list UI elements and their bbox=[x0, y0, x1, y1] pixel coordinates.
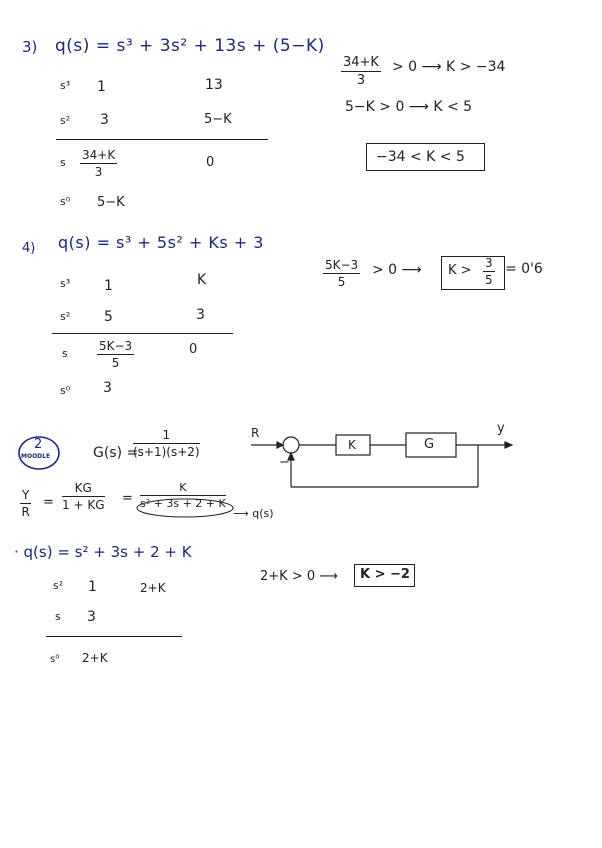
fraction-numerator: 34+K bbox=[343, 55, 379, 70]
problem-3-label: 3) bbox=[22, 38, 38, 56]
equals-sign: = bbox=[122, 491, 133, 506]
routh-cell: 0 bbox=[206, 155, 215, 170]
routh-row-power: s bbox=[60, 156, 66, 169]
feedback-sign: − bbox=[279, 455, 290, 470]
result-range: −34 < K < 5 bbox=[376, 149, 465, 165]
routh-cell: 1 bbox=[104, 278, 113, 294]
routh-row-power: s bbox=[55, 610, 61, 623]
block-g-label: G bbox=[424, 437, 435, 452]
routh-cell: 5−K bbox=[97, 195, 125, 210]
fraction-numerator: 34+K bbox=[82, 148, 116, 162]
routh-row-power: s³ bbox=[60, 277, 71, 290]
fraction-bar bbox=[140, 495, 226, 496]
problem-4-label: 4) bbox=[22, 241, 36, 256]
fraction-denominator: 3 bbox=[356, 73, 366, 88]
routh-cell: 5 bbox=[104, 309, 113, 325]
routh-row-power: s² bbox=[60, 114, 71, 127]
condition-inequality: 2+K > 0 ⟶ bbox=[260, 569, 338, 584]
fraction-denominator: s² + 3s + 2 + K bbox=[140, 497, 226, 510]
routh-cell: 3 bbox=[100, 112, 109, 128]
plant-transfer-fraction bbox=[133, 428, 200, 459]
routh-cell: 5−K bbox=[204, 112, 232, 127]
block-k-label: K bbox=[348, 438, 356, 452]
fraction-denominator: R bbox=[21, 505, 30, 519]
condition-inequality: 5−K > 0 ⟶ K < 5 bbox=[345, 99, 473, 115]
result-inequality: K > −2 bbox=[360, 567, 410, 582]
routh-row-power: s³ bbox=[60, 79, 71, 92]
fraction-bar bbox=[62, 496, 105, 497]
closed-loop-lhs bbox=[20, 488, 31, 519]
problem-4-polynomial: q(s) = s³ + 5s² + Ks + 3 bbox=[58, 233, 264, 252]
routh-divider bbox=[46, 636, 182, 637]
plant-transfer-lhs: G(s) = bbox=[93, 445, 139, 461]
routh-cell: 1 bbox=[88, 579, 97, 595]
fraction-denominator: 5 bbox=[111, 356, 120, 370]
routh-row-power: s⁰ bbox=[50, 654, 60, 665]
fraction-bar bbox=[133, 443, 200, 444]
moodle-badge-number: 2 bbox=[34, 437, 43, 452]
routh-cell: 3 bbox=[196, 307, 205, 323]
characteristic-arrow-label: ⟶ q(s) bbox=[233, 507, 274, 520]
result-decimal: = 0'6 bbox=[505, 261, 543, 277]
fraction-numerator: KG bbox=[74, 481, 92, 495]
closed-loop-rhs bbox=[140, 481, 226, 510]
routh-cell: 13 bbox=[205, 77, 223, 93]
routh-row-power: s² bbox=[60, 310, 71, 323]
routh-row-power: s bbox=[62, 347, 68, 360]
fraction-numerator: 3 bbox=[485, 256, 493, 270]
routh-cell: 2+K bbox=[82, 651, 108, 665]
fraction-denominator: 5 bbox=[485, 273, 493, 287]
routh-cell: K bbox=[197, 272, 207, 288]
condition-inequality: > 0 ⟶ K > −34 bbox=[392, 59, 506, 75]
diagram-input-label: R bbox=[251, 426, 260, 440]
closed-loop-mid bbox=[62, 481, 105, 512]
fraction-numerator: 5K−3 bbox=[99, 339, 133, 353]
result-inequality: K > bbox=[448, 263, 472, 278]
fraction-denominator: 3 bbox=[94, 165, 103, 179]
routh-row-power: s⁰ bbox=[60, 195, 71, 208]
fraction-numerator: 1 bbox=[162, 428, 171, 442]
condition-inequality: > 0 ⟶ bbox=[372, 262, 422, 278]
routh-row-power: s⁰ bbox=[60, 384, 71, 397]
summing-junction bbox=[283, 437, 299, 453]
fraction-numerator: K bbox=[179, 481, 187, 494]
problem-3-polynomial: q(s) = s³ + 3s² + 13s + (5−K) bbox=[55, 36, 325, 56]
routh-cell: 0 bbox=[189, 342, 198, 357]
routh-cell: 1 bbox=[97, 79, 106, 95]
moodle-badge-text: MOODLE bbox=[21, 453, 51, 460]
problem-2-polynomial: · q(s) = s² + 3s + 2 + K bbox=[14, 543, 192, 561]
routh-cell: 3 bbox=[103, 380, 112, 396]
fraction-numerator: Y bbox=[22, 488, 30, 502]
routh-cell: 2+K bbox=[140, 581, 166, 595]
diagram-output-label: y bbox=[497, 421, 505, 436]
fraction-denominator: 5 bbox=[337, 275, 346, 289]
fraction-denominator: (s+1)(s+2) bbox=[133, 445, 200, 459]
fraction-numerator: 5K−3 bbox=[325, 258, 359, 272]
routh-cell: 3 bbox=[87, 609, 96, 625]
equals-sign: = bbox=[43, 495, 54, 510]
routh-row-power: s² bbox=[53, 579, 64, 592]
fraction-denominator: 1 + KG bbox=[62, 498, 105, 512]
block-diagram bbox=[251, 433, 512, 487]
fraction-bar bbox=[20, 503, 31, 504]
